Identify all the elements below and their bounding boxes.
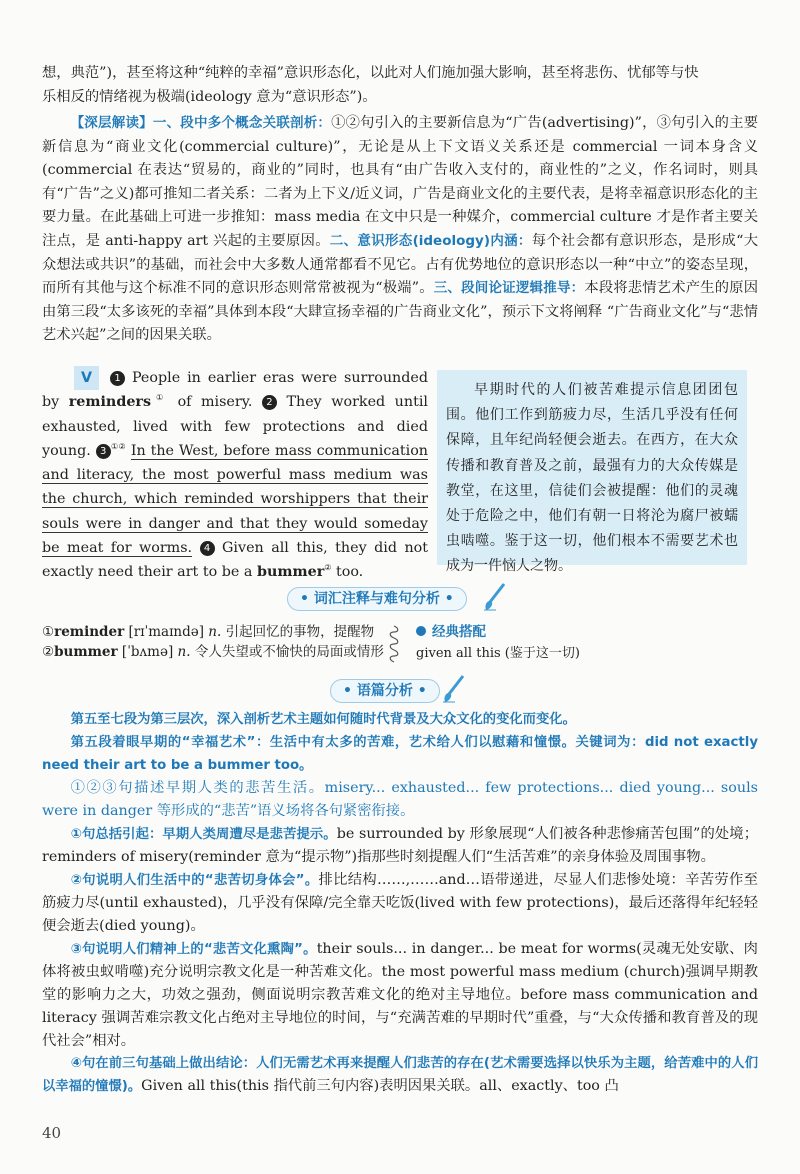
top-line-2: 乐相反的情绪视为极端(ideology 意为“意识形态”)。 — [42, 89, 377, 105]
sentence-number-1: 1 — [110, 371, 125, 386]
deep-analysis-heading-2: 二、意识形态(ideology)内涵： — [329, 232, 532, 249]
paragraph-roman-numeral: V — [74, 366, 99, 390]
sentence-2: They worked until exhausted, lived with few protections and died young. — [42, 394, 428, 459]
discourse-para-4: ①句总括引起：早期人类周遭尽是悲苦提示。be surrounded by 形象展现“人们被各种悲惨痛苦包围”的处境；reminders of misery(reminder 意为“提示物”)指那些时刻提醒人们“生活苦难”的亲身体验及周围事物。 — [42, 826, 759, 865]
spiral-divider-icon — [388, 624, 400, 664]
sentence-4-a: Given all this, they did not exactly need their art to be a — [42, 540, 429, 581]
sentence-number-3: 3 — [96, 444, 111, 459]
vocab-word-reminders: reminders — [68, 394, 151, 411]
sentence-1-b: of misery. — [168, 394, 253, 411]
discourse-para-2: 第五段着眼早期的“幸福艺术”：生活中有太多的苦难，艺术给人们以慰藉和憧憬。关键词为：did not exactly need their art to be a bummer too。 — [42, 735, 758, 773]
brush-icon — [482, 582, 508, 612]
collocation-text: given all this (鉴于这一切) — [416, 646, 580, 661]
translation-box: 早期时代的人们被苦难提示信息团团包围。他们工作到筋疲力尽，生活几乎没有任何保障，且年纪尚轻便会逝去。在西方，在大众传播和教育普及之前，最强有力的大众传媒是教堂，在这里，信徒们会被提醒：他们的灵魂处于危险之中，他们有朝一日将沦为腐尸被蠕虫啮噬。鉴于这一切，他们根本不需要艺术也成为一件恼人之物。 — [437, 370, 747, 565]
sentence-number-2: 2 — [262, 395, 277, 410]
section-title-discourse: • 语篇分析 • — [330, 679, 440, 703]
deep-analysis-text-3: 本段将悲情艺术产生的原因由第三段“太多该死的幸福”具体到本段“大肆宣扬幸福的广告商业文化”，预示下文将阐释 “广告商业文化”与“悲情艺术兴起”之间的因果关联。 — [42, 280, 759, 344]
sentence-1-a: People in earlier eras were surrounded by — [42, 370, 429, 411]
discourse-para-5: ②句说明人们生活中的“悲苦切身体会”。排比结构……,……and…语带递进，尽显人们悲惨处境：辛苦劳作至筋疲力尽(until exhausted)，几乎没有保障/完全靠天吃饭(lived with few protections)，最后还落得年纪轻轻便会逝去(died young)。 — [42, 872, 758, 934]
footnote-marker-3: ①② — [110, 442, 126, 452]
page-number: 40 — [42, 1124, 62, 1142]
brush-icon — [441, 674, 467, 704]
sentence-4-b: too. — [331, 564, 364, 581]
deep-analysis-text-2: 每个社会都有意识形态，是形成“大众想法或共识”的基础，而社会中大多数人通常都看不见它。占有优势地位的意识形态以一种“中立”的姿态呈现，而所有其他与这个标准不同的意识形态则常常被视为“极端”。 — [42, 232, 758, 297]
top-line-1: 想，典范”)，甚至将这种“纯粹的幸福”意识形态化，以此对人们施加强大影响，甚至将悲伤、忧郁等与快 — [42, 65, 699, 81]
vocab-entry-reminder: ①reminder [rɪˈmaɪndə] n. 引起回忆的事物，提醒物 — [42, 624, 375, 640]
sentence-number-4: 4 — [200, 541, 215, 556]
discourse-para-3: ①②③句描述早期人类的悲苦生活。misery... exhausted... few protections... died young... souls were in danger 等形成的“悲苦”语义场将各句紧密衔接。 — [42, 780, 758, 819]
sentence-3-underlined: In the West, before mass communication and literacy, the most powerful mass medium was the church, which reminded worshippers that their souls were in danger and that they would someday be meat for worms. — [42, 442, 429, 557]
footnote-marker-1: ① — [151, 393, 169, 403]
section-title-vocab: • 词汇注释与难句分析 • — [287, 587, 467, 611]
deep-analysis-text-1: ①②句引入的主要新信息为“广告(advertising)”，③句引入的主要新信息为“商业文化(commercial culture)”，无论是从上下文语义关系还是 commercial 一词本身含义(commercial 在表达“贸易的，商业的”同时，也具有“由广告收入支付的，商业性的”之义，作名词时，则具有“广告”之义)都可推知二者关系：二者为上下义/近义词，广告是商业文化的主要代表，是将幸福意识形态化的主要力量。在此基础上可进一步推知：mass media 在文中只是一种媒介，commercial culture 才是作者主要关注点，是 anti-happy art 兴起的主要原因。 — [42, 115, 759, 249]
deep-analysis-heading-1: 【深层解读】一、段中多个概念关联剖析： — [70, 115, 332, 131]
deep-analysis-paragraph — [42, 112, 758, 348]
vocab-word-bummer: bummer — [256, 564, 325, 581]
deep-analysis-heading-3: 三、段间论证逻辑推导： — [433, 280, 585, 297]
collocation-dot-icon — [416, 626, 426, 636]
discourse-para-6: ③句说明人们精神上的“悲苦文化熏陶”。their souls... in danger... be meat for worms(灵魂无处安歇、肉体将被虫蚁啃噬)充分说明宗教文化是一种苦难文化。the most powerful mass medium (church)强调早期教堂的影响力之大，功效之强劲，侧面说明宗教苦难文化的绝对主导地位。before mass communication and literacy 强调苦难宗教文化占绝对主导地位的时间，与“充满苦难的早期时代”重叠，与“大众传播和教育普及的现代社会”相对。 — [42, 941, 758, 1049]
vocab-entry-bummer: ②bummer [ˈbʌmə] n. 令人失望或不愉快的局面或情形 — [42, 644, 384, 660]
discourse-para-7: ④句在前三句基础上做出结论：人们无需艺术再来提醒人们悲苦的存在(艺术需要选择以快乐为主题，给苦难中的人们以幸福的憧憬)。Given all this(this 指代前三句内容)表明因果关联。all、exactly、too 凸 — [42, 1056, 758, 1094]
collocation-heading: 经典搭配 — [416, 621, 486, 643]
english-passage — [42, 366, 428, 585]
discourse-para-1: 第五至七段为第三层次，深入剖析艺术主题如何随时代背景及大众文化的变化而变化。 — [70, 712, 576, 727]
footnote-marker-2: ② — [324, 563, 332, 573]
